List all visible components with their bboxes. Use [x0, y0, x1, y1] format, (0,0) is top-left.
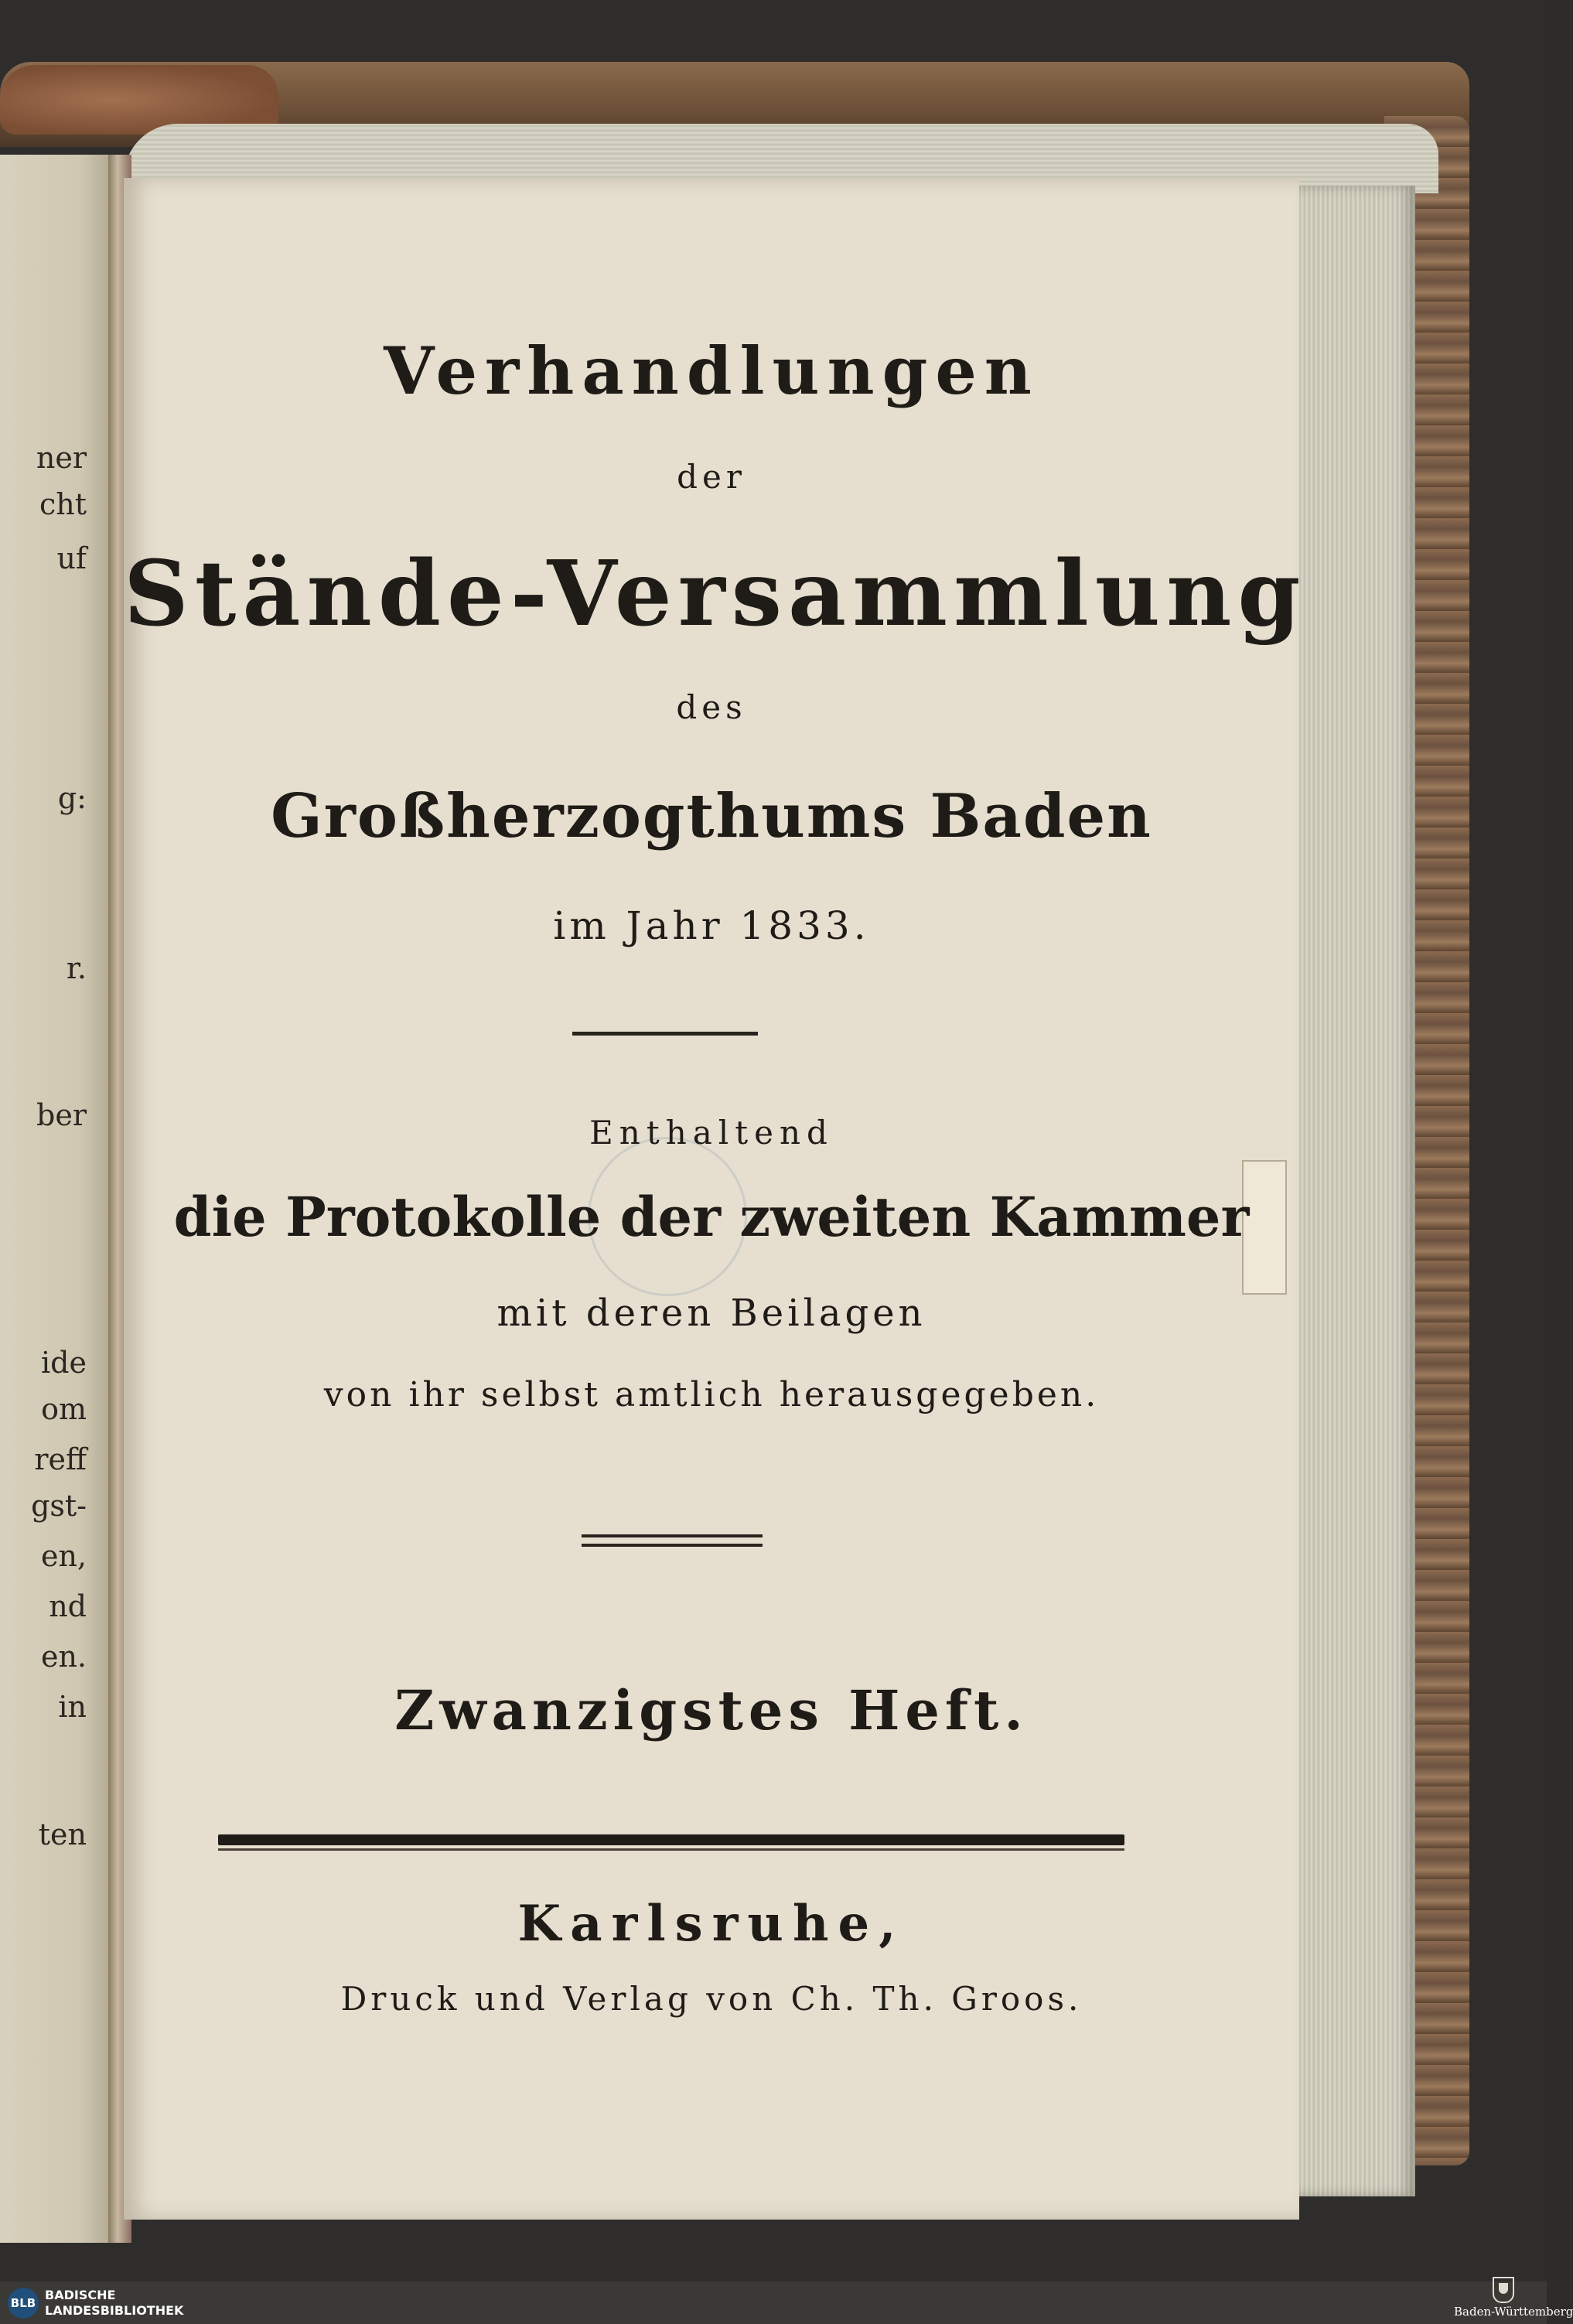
divider-rule — [572, 1032, 758, 1036]
double-rule-top — [582, 1534, 763, 1537]
left-page — [0, 155, 124, 2243]
state-label: Baden-Württemberg — [1454, 2305, 1573, 2319]
left-page-fragment: en. — [40, 1640, 87, 1674]
title-heft: Zwanzigstes Heft. — [394, 1678, 1029, 1742]
left-page-fragment: en, — [40, 1539, 87, 1573]
title-protokolle: die Protokolle der zweiten Kammer — [173, 1185, 1250, 1249]
title-verhandlungen: Verhandlungen — [384, 333, 1039, 409]
title-herausgegeben: von ihr selbst amtlich herausgegeben. — [323, 1375, 1100, 1415]
title-des: des — [676, 688, 747, 726]
title-enthaltend: Enthaltend — [589, 1114, 834, 1152]
baden-wuerttemberg-crest-icon — [1493, 2277, 1514, 2303]
title-year: im Jahr 1833. — [553, 903, 870, 948]
left-page-fragment: r. — [66, 951, 87, 985]
footer-bar — [0, 2281, 1573, 2324]
library-name-line2: LANDESBIBLIOTHEK — [45, 2303, 184, 2318]
library-name-line1: BADISCHE — [45, 2288, 116, 2302]
heavy-rule-thin — [218, 1848, 1124, 1851]
left-page-fragment: ten — [38, 1817, 87, 1851]
left-page-fragment: in — [58, 1690, 87, 1724]
left-page-fragment: cht — [39, 487, 87, 521]
double-rule-bottom — [582, 1544, 763, 1547]
imprint-publisher: Druck und Verlag von Ch. Th. Groos. — [340, 1980, 1083, 2018]
left-page-fragment: ide — [41, 1346, 87, 1380]
title-grossherzogthum: Großherzogthums Baden — [271, 781, 1152, 851]
left-page-fragment: om — [41, 1392, 87, 1426]
title-staende-versammlung: Stände-Versammlung — [124, 541, 1307, 647]
left-page-fragment: reff — [34, 1442, 87, 1476]
title-beilagen: mit deren Beilagen — [496, 1292, 926, 1335]
left-page-fragment: g: — [57, 781, 87, 815]
left-page-fragment: gst- — [31, 1489, 87, 1523]
left-page-fragment: uf — [56, 541, 87, 575]
imprint-place: Karlsruhe, — [517, 1895, 906, 1953]
left-page-fragment: nd — [49, 1589, 87, 1623]
page-edges-right — [1284, 186, 1415, 2196]
title-der: der — [677, 458, 746, 496]
library-name — [45, 2288, 183, 2319]
left-page-fragment: ner — [36, 441, 87, 475]
left-page-fragment: ber — [36, 1098, 87, 1132]
blb-logo: BLB — [8, 2288, 39, 2319]
heavy-rule — [218, 1834, 1124, 1845]
